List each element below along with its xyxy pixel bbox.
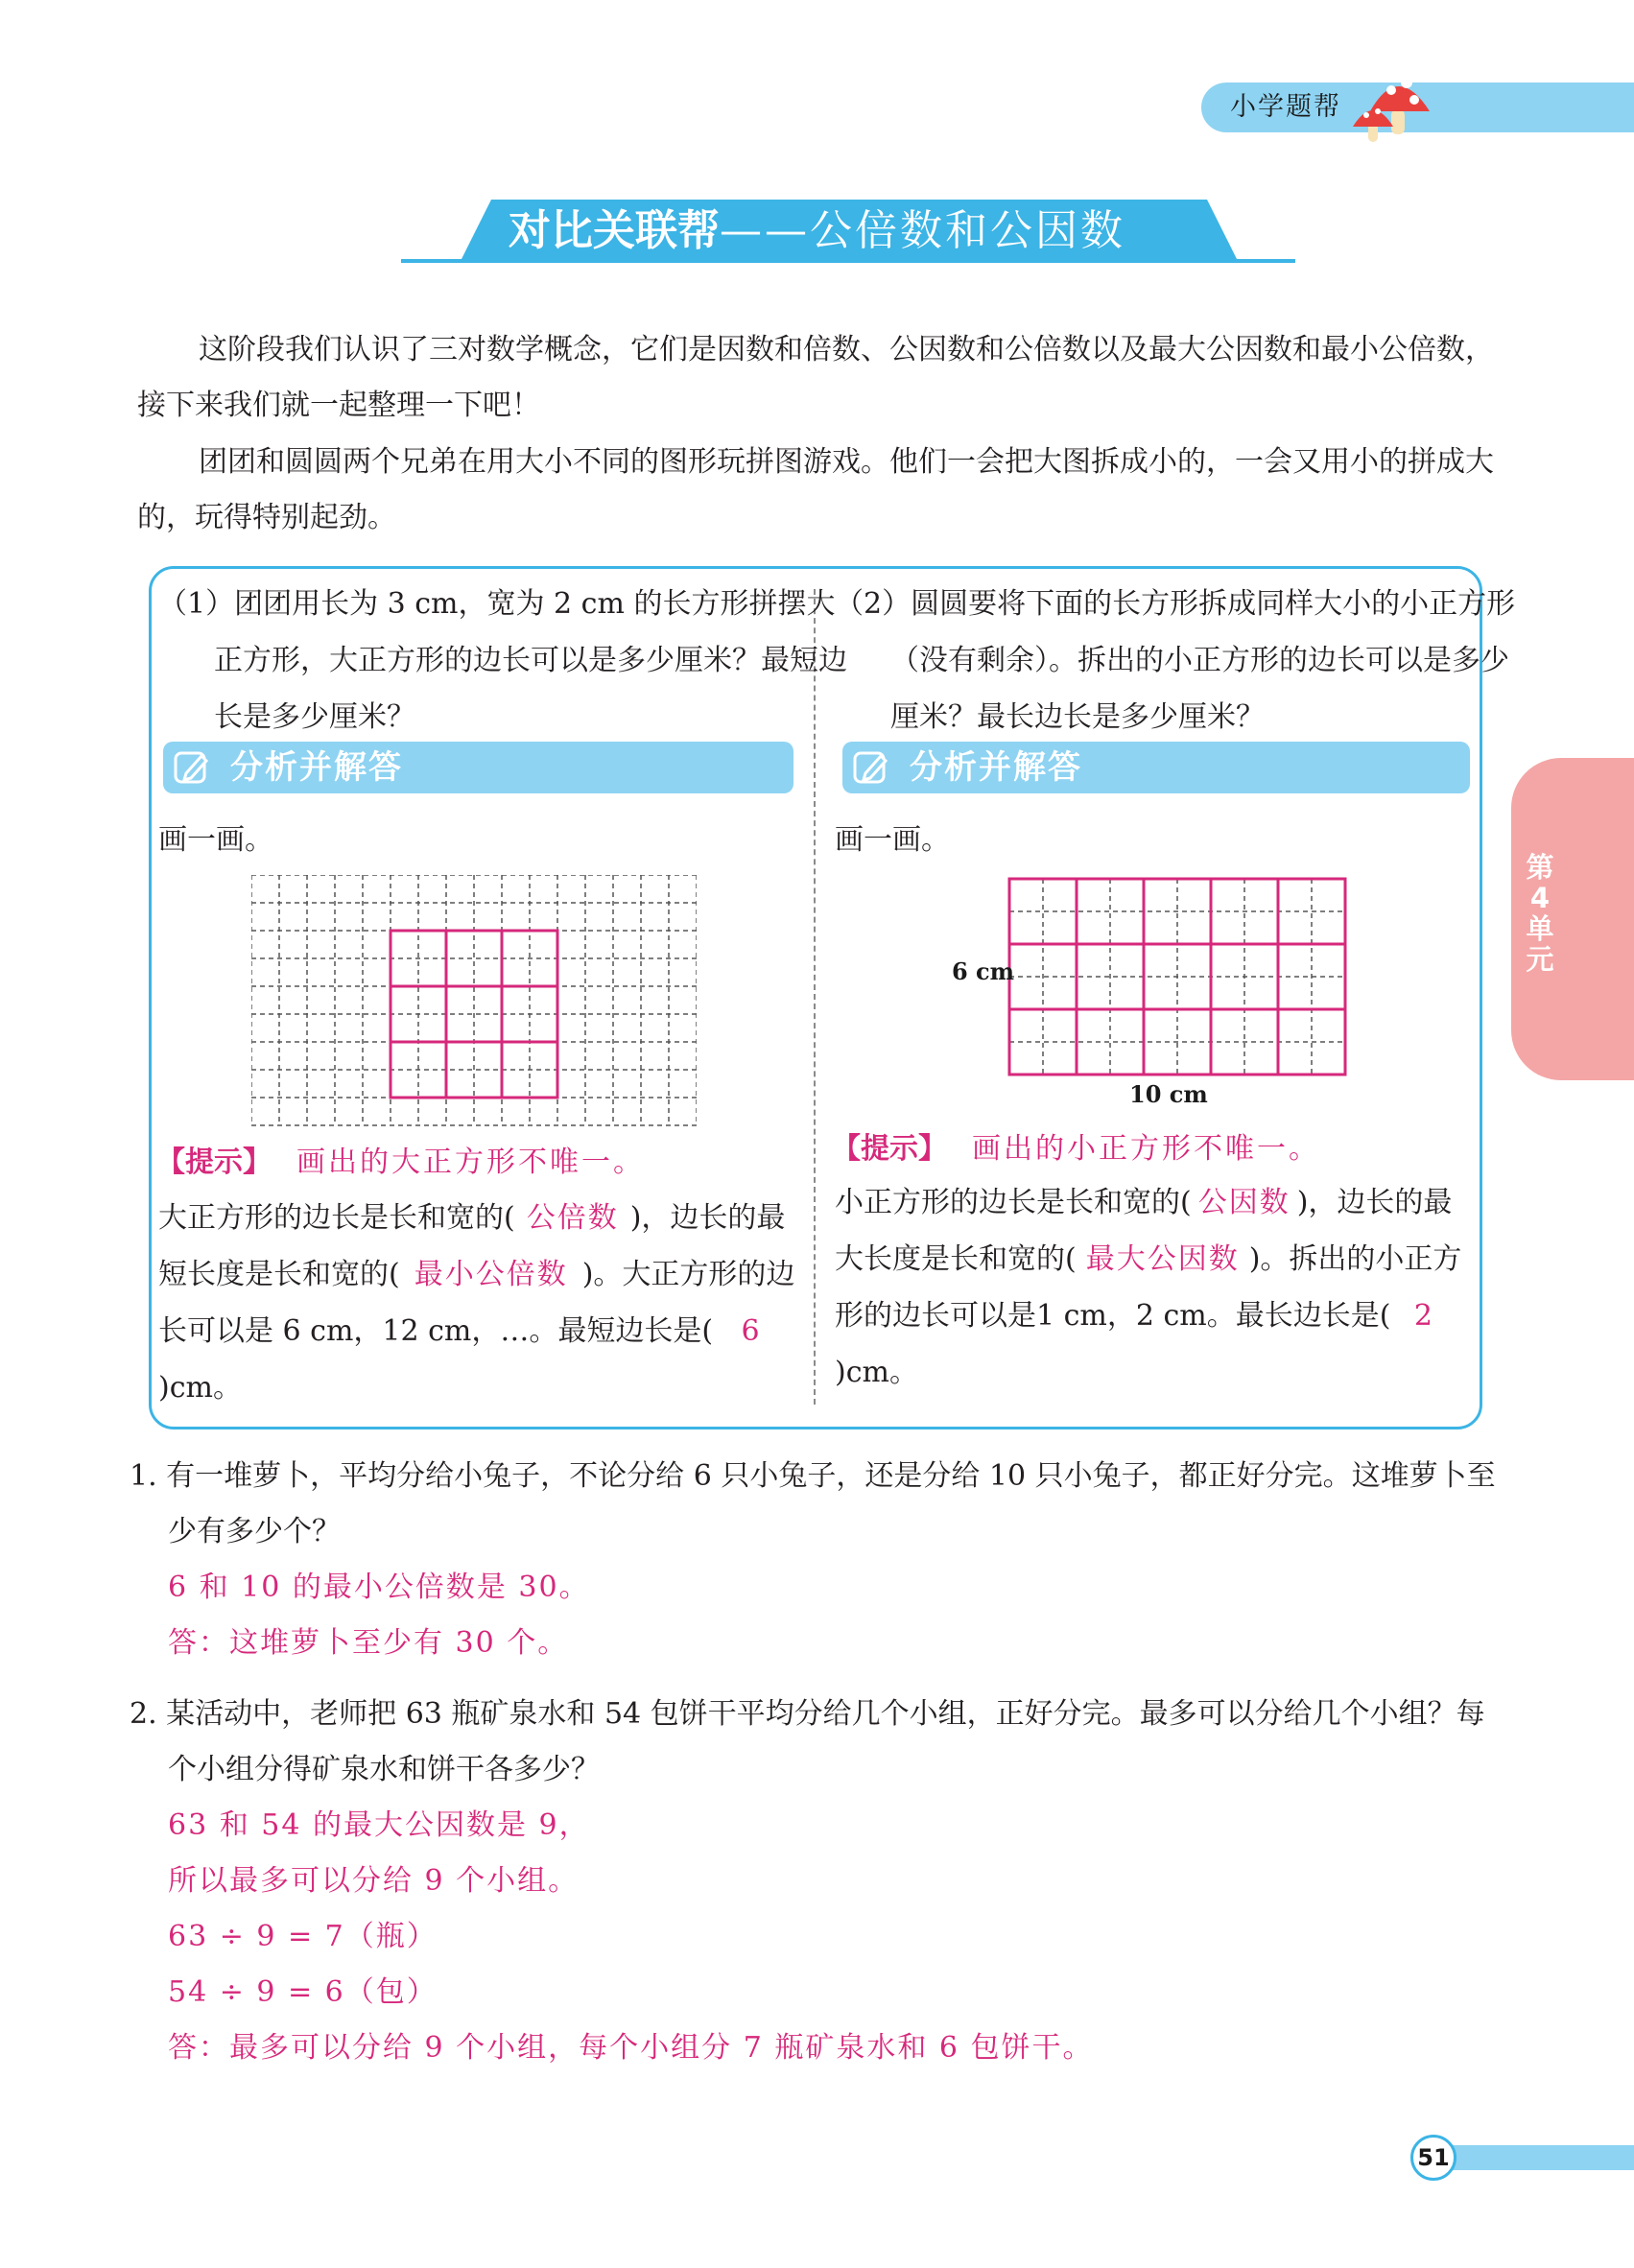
exercise-2-answer-line: 答：最多可以分给 9 个小组，每个小组分 7 瓶矿泉水和 6 包饼干。: [168, 2031, 1094, 2065]
answer-blank: 6: [741, 1314, 762, 1348]
analysis-label-1: 分析并解答: [230, 748, 403, 787]
mushroom-icon: [1353, 56, 1466, 148]
answer-blank: 公因数: [1197, 1186, 1291, 1219]
page-number-bar: [1435, 2145, 1634, 2170]
hint-text: 画出的小正方形不唯一。: [972, 1132, 1320, 1166]
unit-label: 第4单元: [1526, 851, 1554, 976]
brand-label: 小学题帮: [1230, 92, 1341, 122]
page-number: 51: [1410, 2135, 1456, 2181]
draw-label-2: 画一画。: [835, 823, 950, 857]
square-grid-drawing: [251, 875, 697, 1126]
answer-blank: 公倍数: [526, 1201, 619, 1235]
answer-blank: 最小公倍数: [414, 1258, 568, 1291]
exercise-2-answer-line: 所以最多可以分给 9 个小组。: [168, 1864, 580, 1898]
intro-paragraph-1: 这阶段我们认识了三对数学概念，它们是因数和倍数、公因数和公倍数以及最大公因数和最小公倍数，接下来我们就一起整理一下吧！: [137, 333, 1494, 422]
page-title: 对比关联帮——公倍数和公因数: [509, 206, 1125, 255]
hint-tag: 【提示】: [156, 1146, 272, 1179]
pencil-icon: [852, 748, 890, 787]
question-1-text: （1）团团用长为 3 cm，宽为 2 cm 的长方形拼摆大正方形，大正方形的边长可以是多少厘米？最短边长是多少厘米？: [158, 587, 847, 734]
exercise-2-question: 2. 某活动中，老师把 63 瓶矿泉水和 54 包饼干平均分给几个小组，正好分完。最多可以分给几个小组？每个小组分得矿泉水和饼干各多少？: [130, 1697, 1485, 1786]
hint-text: 画出的大正方形不唯一。: [296, 1146, 645, 1179]
exercise-2-answer-line: 54 ÷ 9 = 6（包）: [168, 1975, 438, 2009]
exercise-1-answer-line: 6 和 10 的最小公倍数是 30。: [168, 1571, 590, 1604]
hint-tag: 【提示】: [832, 1132, 947, 1166]
dimension-height: 6 cm: [952, 957, 1015, 985]
answer-blank: 最大公因数: [1085, 1242, 1240, 1276]
answer-blank: 2: [1413, 1299, 1434, 1333]
pencil-icon: [173, 748, 211, 787]
intro-paragraph-2: 团团和圆圆两个兄弟在用大小不同的图形玩拼图游戏。他们一会把大图拆成小的，一会又用小的拼成大的，玩得特别起劲。: [137, 445, 1494, 534]
analysis-label-2: 分析并解答: [910, 748, 1082, 787]
exercise-2-answer-line: 63 和 54 的最大公因数是 9，: [168, 1808, 590, 1842]
exercise-1-answer-line: 答：这堆萝卜至少有 30 个。: [168, 1626, 569, 1660]
question-2-text: （2）圆圆要将下面的长方形拆成同样大小的小正方形（没有剩余）。拆出的小正方形的边长可以是多少厘米？最长边长是多少厘米？: [835, 587, 1516, 734]
exercise-1: [130, 1449, 1502, 1671]
draw-label-1: 画一画。: [158, 823, 273, 857]
dimension-width: 10 cm: [1129, 1080, 1208, 1108]
hint-2: [832, 1128, 1320, 1170]
rectangle-split-drawing: [1007, 877, 1351, 1080]
hint-1: [156, 1142, 645, 1184]
answer-2: 小正方形的边长是长和宽的( 公因数 )，边长的最大长度是长和宽的( 最大公因数 )。拆出的小正方形的边长可以是1 cm，2 cm。最长边长是( 2)cm。: [835, 1174, 1478, 1401]
answer-1: 大正方形的边长是长和宽的( 公倍数 )，边长的最短长度是长和宽的( 最小公倍数 )。大正方形的边长可以是 6 cm，12 cm，…。最短边长是( 6)cm。: [158, 1190, 801, 1416]
exercise-2: [130, 1687, 1502, 2076]
exercise-1-question: 1. 有一堆萝卜，平均分给小兔子，不论分给 6 只小兔子，还是分给 10 只小兔子，都正好分完。这堆萝卜至少有多少个？: [130, 1459, 1496, 1548]
exercise-2-answer-line: 63 ÷ 9 = 7（瓶）: [168, 1920, 438, 1953]
